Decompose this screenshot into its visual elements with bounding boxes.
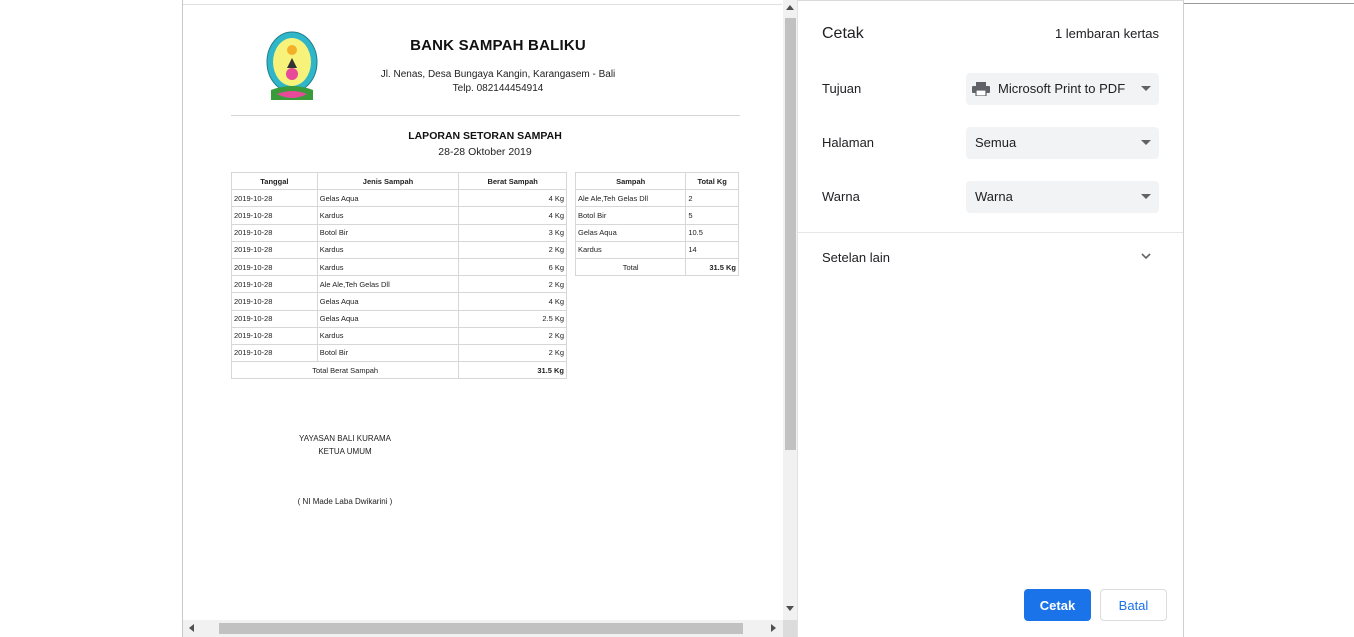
table-row [232, 344, 567, 361]
column-header: Jenis Sampah [317, 173, 459, 190]
organization-phone: Telp. 082144454914 [452, 83, 544, 94]
header-divider [231, 115, 740, 116]
preview-page [183, 4, 782, 620]
table-cell: 4 Kg [459, 293, 567, 310]
table-cell: 2019-10-28 [232, 258, 318, 275]
print-preview-area [182, 0, 797, 637]
table-cell: 2 Kg [459, 276, 567, 293]
preview-horizontal-scrollbar[interactable] [183, 620, 783, 637]
scroll-left-arrow-icon[interactable] [189, 624, 194, 632]
color-label: Warna [822, 189, 860, 204]
table-cell: 2019-10-28 [232, 207, 318, 224]
table-cell: 2019-10-28 [232, 293, 318, 310]
background-page-edge [1183, 3, 1354, 4]
table-row [232, 207, 567, 224]
table-cell: Kardus [317, 207, 459, 224]
table-cell: 2019-10-28 [232, 344, 318, 361]
chevron-down-icon [1141, 140, 1151, 145]
table-cell: 2019-10-28 [232, 327, 318, 344]
color-value: Warna [975, 189, 1013, 204]
chevron-down-icon [1141, 194, 1151, 199]
table-row [232, 293, 567, 310]
table-cell: Botol Bir [576, 207, 686, 224]
table-cell: Gelas Aqua [576, 224, 686, 241]
table-cell: 3 Kg [459, 224, 567, 241]
table-cell: Ale Ale,Teh Gelas Dll [576, 190, 686, 207]
scrollbar-corner [783, 620, 798, 637]
destination-value: Microsoft Print to PDF [998, 81, 1126, 96]
pages-value: Semua [975, 135, 1017, 150]
pages-label: Halaman [822, 135, 875, 150]
destination-select[interactable] [966, 73, 1159, 105]
deposits-total-label: Total Berat Sampah [232, 362, 459, 379]
report-period: 28-28 Oktober 2019 [438, 146, 532, 158]
preview-vertical-scrollbar[interactable] [783, 0, 798, 620]
table-cell: Kardus [317, 241, 459, 258]
table-cell: Botol Bir [317, 344, 459, 361]
table-cell: 2 Kg [459, 344, 567, 361]
table-row [232, 224, 567, 241]
table-cell: 2019-10-28 [232, 224, 318, 241]
vertical-scroll-thumb[interactable] [785, 18, 796, 450]
table-cell: 14 [686, 241, 739, 258]
signature-role: KETUA UMUM [318, 447, 372, 456]
panel-title: Cetak [822, 25, 864, 42]
table-row [232, 190, 567, 207]
sheet-count: 1 lembaran kertas [1054, 26, 1159, 41]
table-row [576, 190, 739, 207]
table-cell: Kardus [317, 327, 459, 344]
signature-name: ( NI Made Laba Dwikarini ) [297, 497, 393, 506]
table-cell: 2 Kg [459, 327, 567, 344]
deposits-total-value: 31.5 Kg [459, 362, 567, 379]
table-cell: 2019-10-28 [232, 241, 318, 258]
scroll-down-arrow-icon[interactable] [786, 606, 794, 611]
column-header: Berat Sampah [459, 173, 567, 190]
table-cell: 2.5 Kg [459, 310, 567, 327]
table-row [232, 258, 567, 275]
table-cell: 2 [686, 190, 739, 207]
table-cell: 6 Kg [459, 258, 567, 275]
table-cell: 2019-10-28 [232, 276, 318, 293]
report-title: LAPORAN SETORAN SAMPAH [408, 130, 562, 142]
summary-table [575, 172, 739, 276]
expand-chevron-icon[interactable] [1140, 250, 1152, 262]
table-cell: 4 Kg [459, 190, 567, 207]
table-row [576, 224, 739, 241]
summary-total-value: 31.5 Kg [686, 258, 739, 275]
printer-icon [972, 82, 990, 96]
table-cell: Kardus [576, 241, 686, 258]
summary-total-label: Total [576, 258, 686, 275]
print-button[interactable]: Cetak [1024, 589, 1091, 621]
destination-label: Tujuan [822, 81, 862, 96]
table-cell: Gelas Aqua [317, 190, 459, 207]
scroll-right-arrow-icon[interactable] [771, 624, 776, 632]
table-cell: Gelas Aqua [317, 293, 459, 310]
table-cell: 4 Kg [459, 207, 567, 224]
table-cell: Botol Bir [317, 224, 459, 241]
chevron-down-icon [1141, 86, 1151, 91]
table-cell: Kardus [317, 258, 459, 275]
table-cell: 2 Kg [459, 241, 567, 258]
table-cell: 5 [686, 207, 739, 224]
organization-name: BANK SAMPAH BALIKU [410, 37, 586, 54]
table-row [232, 310, 567, 327]
settings-divider [798, 232, 1183, 233]
horizontal-scroll-thumb[interactable] [219, 623, 743, 634]
deposits-table [231, 172, 567, 379]
organization-address: Jl. Nenas, Desa Bungaya Kangin, Karangasem - Bali [380, 69, 616, 80]
organization-logo [263, 28, 321, 108]
table-cell: 2019-10-28 [232, 190, 318, 207]
table-cell: 2019-10-28 [232, 310, 318, 327]
table-row [576, 241, 739, 258]
scroll-up-arrow-icon[interactable] [786, 5, 794, 10]
table-row [232, 241, 567, 258]
print-settings-panel [797, 0, 1184, 637]
more-settings-toggle[interactable]: Setelan lain [822, 250, 890, 265]
column-header: Total Kg [686, 173, 739, 190]
table-cell: Gelas Aqua [317, 310, 459, 327]
column-header: Sampah [576, 173, 686, 190]
table-row [232, 327, 567, 344]
color-select[interactable] [966, 181, 1159, 213]
table-row [232, 276, 567, 293]
table-cell: Ale Ale,Teh Gelas Dll [317, 276, 459, 293]
table-row [576, 207, 739, 224]
column-header: Tanggal [232, 173, 318, 190]
signature-organization: YAYASAN BALI KURAMA [298, 434, 392, 443]
pages-select[interactable] [966, 127, 1159, 159]
cancel-button[interactable]: Batal [1100, 589, 1167, 621]
table-cell: 10.5 [686, 224, 739, 241]
